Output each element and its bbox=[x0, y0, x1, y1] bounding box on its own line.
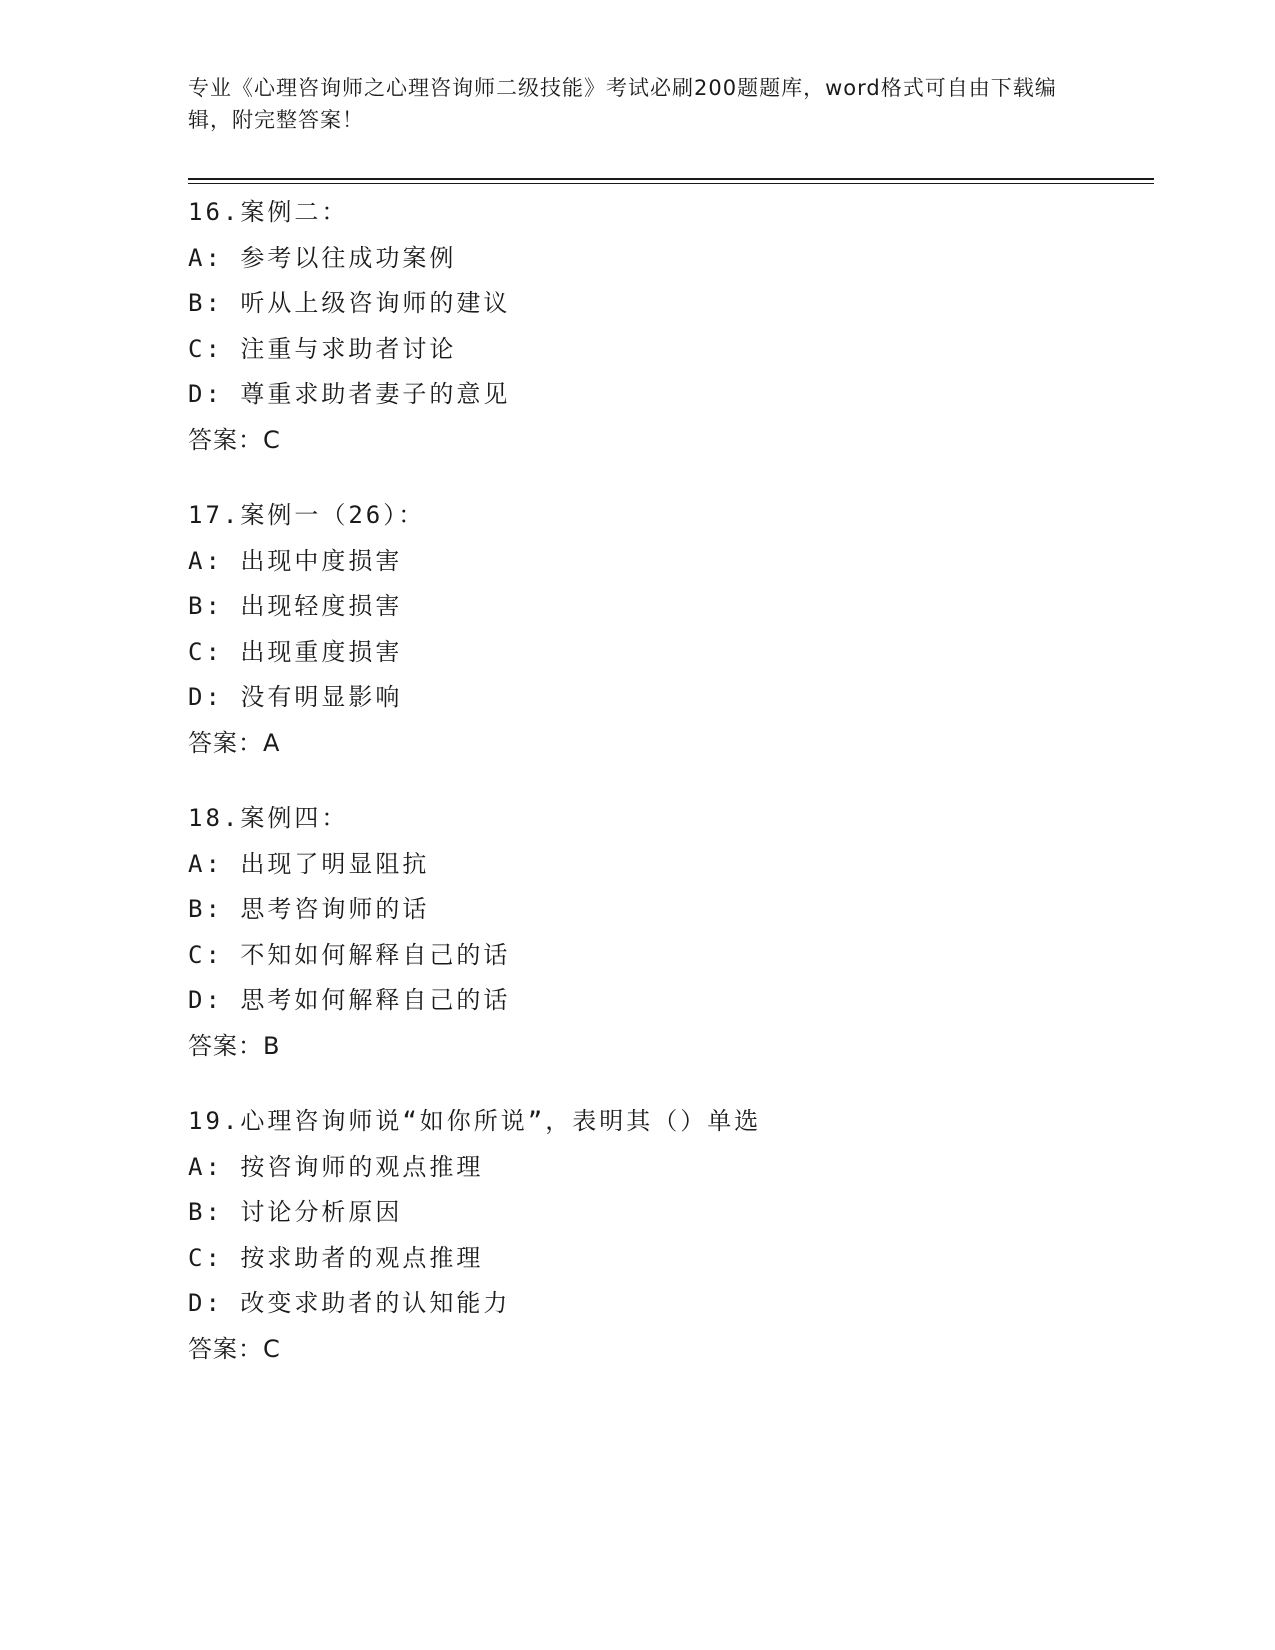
answer-line: 答案：C bbox=[188, 425, 281, 454]
option-d: D: 思考如何解释自己的话 bbox=[188, 986, 511, 1014]
option-d: D: 尊重求助者妻子的意见 bbox=[188, 380, 511, 408]
option-a: A: 按咨询师的观点推理 bbox=[188, 1152, 484, 1181]
option-a: A: 参考以往成功案例 bbox=[188, 243, 457, 272]
question-stem: 17.案例一（26）： bbox=[188, 501, 426, 529]
option-b: B: 讨论分析原因 bbox=[188, 1198, 403, 1226]
question-stem: 19.心理咨询师说“如你所说”，表明其（）单选 bbox=[188, 1107, 762, 1135]
answer-line: 答案：B bbox=[188, 1031, 281, 1060]
question-17 bbox=[188, 493, 1154, 766]
answer-line: 答案：C bbox=[188, 1334, 281, 1363]
option-a: A: 出现了明显阻抗 bbox=[188, 849, 430, 878]
answer-line: 答案：A bbox=[188, 728, 281, 757]
header-divider bbox=[188, 178, 1154, 184]
question-stem: 18.案例四： bbox=[188, 804, 349, 832]
question-list bbox=[188, 190, 1154, 1402]
question-18 bbox=[188, 796, 1154, 1069]
question-19 bbox=[188, 1099, 1154, 1372]
option-a: A: 出现中度损害 bbox=[188, 546, 403, 575]
question-16 bbox=[188, 190, 1154, 463]
document-header: 专业《心理咨询师之心理咨询师二级技能》考试必刷200题题库，word格式可自由下载编辑，附完整答案！ bbox=[188, 76, 1057, 132]
question-stem: 16.案例二： bbox=[188, 198, 349, 226]
option-b: B: 听从上级咨询师的建议 bbox=[188, 289, 511, 317]
option-c: C: 出现重度损害 bbox=[188, 637, 403, 666]
option-c: C: 按求助者的观点推理 bbox=[188, 1243, 484, 1272]
option-d: D: 没有明显影响 bbox=[188, 683, 403, 711]
option-c: C: 不知如何解释自己的话 bbox=[188, 940, 511, 969]
option-b: B: 出现轻度损害 bbox=[188, 592, 403, 620]
option-d: D: 改变求助者的认知能力 bbox=[188, 1289, 511, 1317]
option-c: C: 注重与求助者讨论 bbox=[188, 334, 457, 363]
option-b: B: 思考咨询师的话 bbox=[188, 895, 430, 923]
